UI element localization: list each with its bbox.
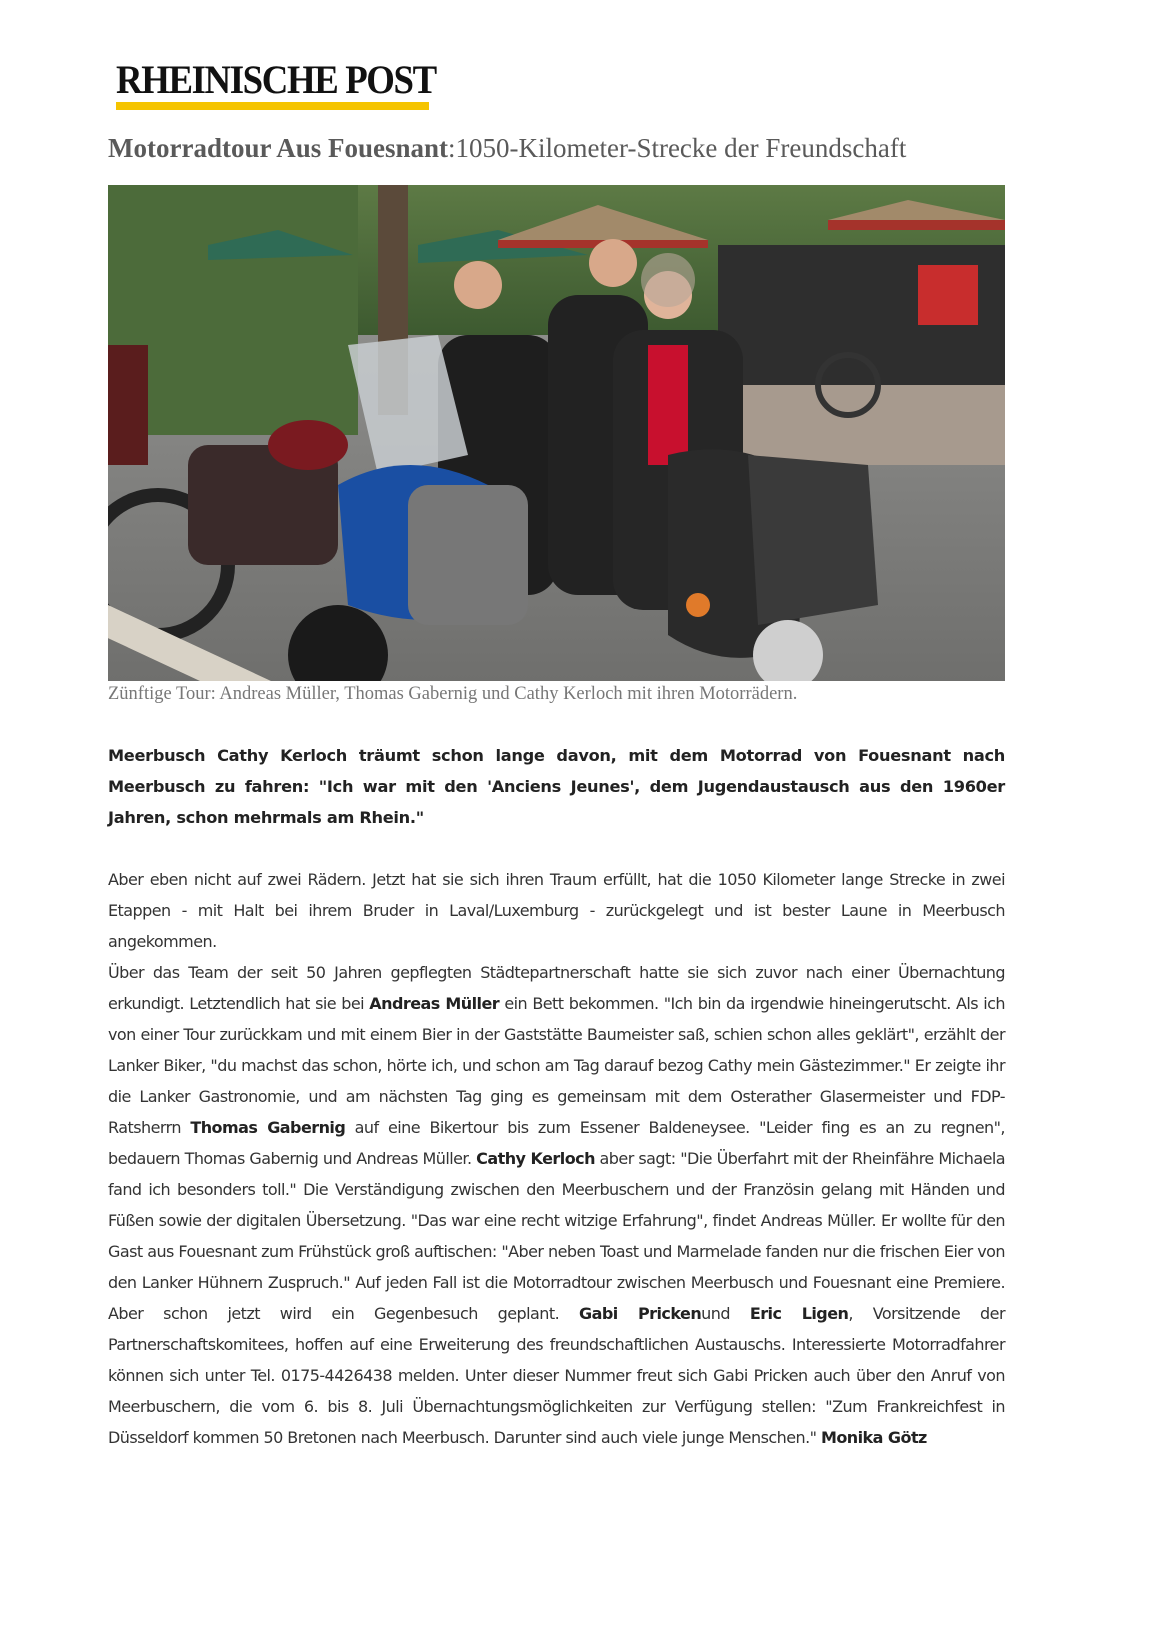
body-paragraph-1: Aber eben nicht auf zwei Rädern. Jetzt hat sie sich ihren Traum erfüllt, hat die 1050 Kilometer lange Strecke in zwei Etappen - mit Halt bei ihrem Bruder in Laval/Luxemburg - zurückgelegt und ist bester Laune in Meerbusch angekommen. <box>108 870 1005 951</box>
person-name: Gabi Pricken <box>578 1304 702 1323</box>
article-headline <box>108 133 1048 164</box>
person-name: Eric Ligen <box>749 1304 849 1323</box>
author-name: Monika Götz <box>820 1428 927 1447</box>
article-body <box>108 864 1005 1453</box>
body-text: aber sagt: "Die Überfahrt mit der Rheinfähre Michaela fand ich besonders toll." Die Verständigung zwischen den Meerbuschern und der Französin gelang mit Händen und Füßen sowie der digitalen Übersetzung. "Das war eine recht witzige Erfahrung", findet Andreas Müller. Er wollte für den Gast aus Fouesnant zum Frühstück groß auftischen: "Aber neben Toast und Marmelade fanden nur die frischen Eier von den Lanker Hühnern Zuspruch." Auf jeden Fall ist die Motorradtour zwischen Meerbusch und Fouesnant eine Premiere. Aber schon jetzt wird ein Gegenbesuch geplant. <box>108 1149 1006 1323</box>
lead-location: Meerbusch <box>108 746 206 765</box>
logo-underline-bar <box>116 102 429 110</box>
publication-logo <box>116 57 436 110</box>
article-lead <box>108 740 1005 833</box>
person-name: Cathy Kerloch <box>476 1149 595 1168</box>
body-text: , Vorsitzende der Partnerschaftskomitees, hoffen auf eine Erweiterung des freundschaftlichen Austauschs. Interessierte Motorradfahrer können sich unter Tel. 0175-4426438 melden. Unter dieser Nummer freut sich Gabi Pricken auch über den Anruf von Meerbuschern, die vom 6. bis 8. Juli Übernachtungsmöglichkeiten zur Verfügung stellen: "Zum Frankreichfest in Düsseldorf kommen 50 Bretonen nach Meerbusch. Darunter sind auch viele junge Menschen." <box>108 1304 1005 1447</box>
lead-text: Cathy Kerloch träumt schon lange davon, mit dem Motorrad von Fouesnant nach Meerbusch zu fahren: "Ich war mit den 'Anciens Jeunes', dem Jugendaustausch aus den 1960er Jahren, schon mehrmals am Rhein." <box>108 746 1005 827</box>
body-text: Über das Team der seit 50 Jahren gepflegten Städtepartnerschaft hatte sie sich zuvor nach einer Übernachtung erkundigt. Letztendlich hat sie bei <box>108 963 1005 1013</box>
headline-regular-part: :1050-Kilometer-Strecke der Freundschaft <box>448 133 907 163</box>
person-name: Andreas Müller <box>369 994 500 1013</box>
photo-caption: Zünftige Tour: Andreas Müller, Thomas Gabernig und Cathy Kerloch mit ihren Motorrädern. <box>108 684 798 704</box>
body-text: auf eine Bikertour bis zum Essener Baldeneysee. "Leider fing es an zu regnen", bedauern Thomas Gabernig und Andreas Müller. <box>108 1118 1005 1168</box>
article-photo <box>108 185 1005 681</box>
photo-motorcyclists-illustration <box>108 185 1005 681</box>
red-fuel-tank <box>268 420 348 470</box>
body-text: und <box>701 1304 750 1323</box>
publication-name: RHEINISCHE POST <box>116 57 436 102</box>
headline-bold-part: Motorradtour Aus Fouesnant <box>108 133 449 163</box>
person-name: Thomas Gabernig <box>190 1118 346 1137</box>
body-text: ein Bett bekommen. "Ich bin da irgendwie hineingerutscht. Als ich von einer Tour zurückkam und mit einem Bier in der Gaststätte Baumeister saß, schien schon alles geklärt", erzählt der Lanker Biker, "du machst das schon, hörte ich, und schon am Tag darauf bezog Cathy mein Gästezimmer." Er zeigte ihr die Lanker Gastronomie, und am nächsten Tag ging es gemeinsam mit dem Osterather Glasermeister und FDP-Ratsherrn <box>108 994 1005 1137</box>
body-paragraph-2 <box>108 957 1005 1453</box>
